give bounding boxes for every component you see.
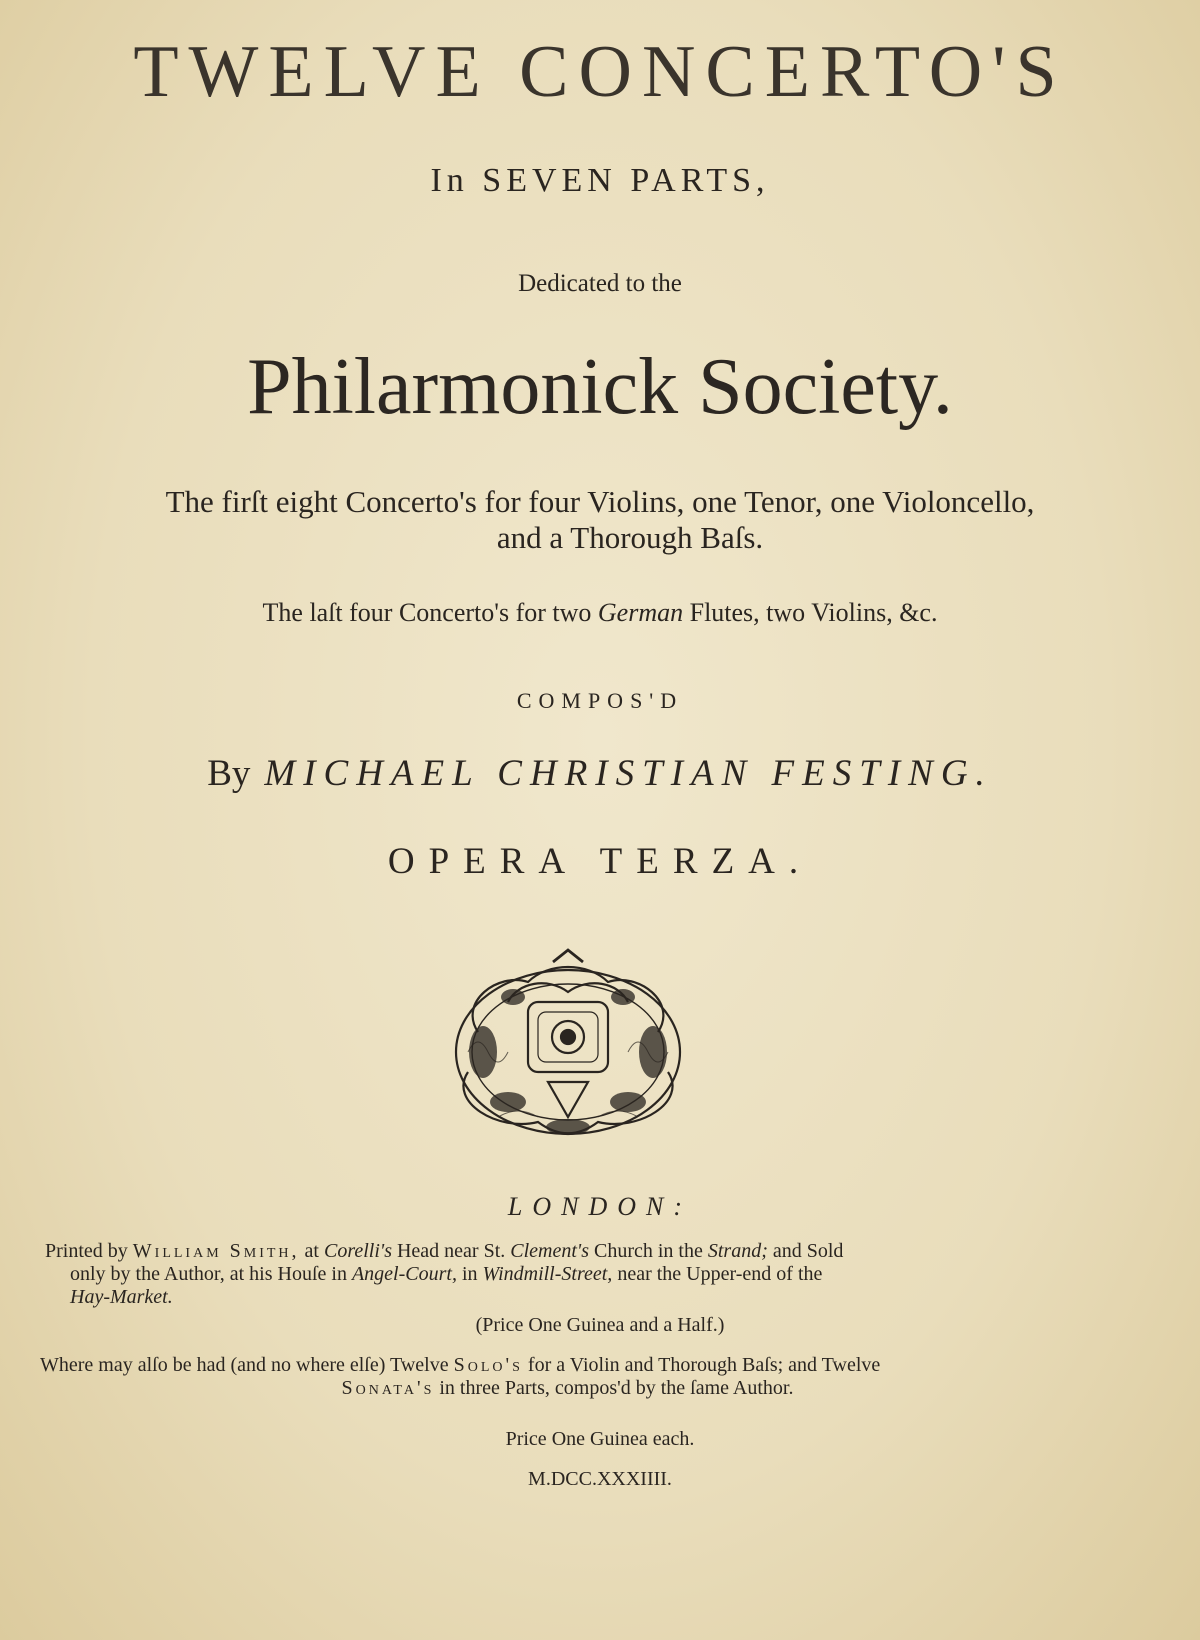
parts-subtitle: In SEVEN PARTS, — [430, 162, 770, 199]
also-solos: Solo's — [453, 1354, 523, 1376]
also-sonatas: Sonata's — [341, 1377, 435, 1399]
imprint-text: Head near St. — [396, 1240, 506, 1262]
price-each: Price One Guinea each. — [505, 1428, 695, 1450]
imprint-clement: Clement's — [510, 1240, 589, 1262]
last-four-text-b: Flutes, two Violins, &c. — [689, 598, 938, 627]
imprint-windmill-street: Windmill-Street, — [482, 1263, 613, 1285]
work-title: TWELVE CONCERTO'S — [133, 31, 1067, 113]
composd-label: COMPOS'D — [516, 688, 684, 713]
also-text: for a Violin and Thorough Baſs; and Twelve — [527, 1354, 881, 1376]
instrumentation-line-2: and a Thorough Baſs. — [496, 520, 764, 555]
imprint-text: near the Upper-end of the — [617, 1263, 823, 1285]
imprint-corelli: Corelli's — [323, 1240, 392, 1262]
imprint-text: in — [461, 1263, 478, 1285]
imprint-strand: Strand; — [707, 1240, 768, 1262]
composer-name: MICHAEL CHRISTIAN FESTING. — [264, 753, 993, 794]
imprint-text: Church in the — [594, 1240, 703, 1262]
engraved-floral-cartouche-icon — [438, 942, 698, 1142]
opus-number: OPERA TERZA. — [387, 841, 813, 882]
last-four-text-a: The laſt four Concerto's for two — [262, 598, 592, 627]
also-text: Where may alſo be had (and no where elſe) Twelve — [40, 1354, 449, 1376]
imprint-text: only by the Author, at his Houſe in — [70, 1263, 347, 1285]
also-available-paragraph — [40, 1354, 1155, 1400]
publication-year: M.DCC.XXXIIII. — [528, 1468, 672, 1490]
instrumentation-first-eight — [0, 484, 1200, 556]
imprint-haymarket: Hay-Market. — [70, 1286, 173, 1308]
imprint-text: and Sold — [772, 1240, 844, 1262]
imprint-text: at — [304, 1240, 319, 1262]
instrumentation-last-four — [0, 598, 1200, 628]
instrumentation-line-1: The firſt eight Concerto's for four Violins, one Tenor, one Violoncello, — [165, 484, 1035, 519]
by-label: By — [207, 753, 251, 794]
last-four-german: German — [597, 598, 684, 627]
imprint-paragraph — [45, 1240, 1155, 1309]
dedication-intro: Dedicated to the — [518, 270, 682, 297]
imprint-place: LONDON: — [507, 1192, 693, 1221]
imprint-text: Printed by — [45, 1240, 128, 1262]
printer-name: William Smith, — [132, 1240, 300, 1262]
dedicatee-name: Philarmonick Society. — [247, 343, 953, 431]
price-main: (Price One Guinea and a Half.) — [475, 1314, 725, 1336]
also-text: in three Parts, compos'd by the ſame Author. — [439, 1377, 794, 1399]
composer-line — [0, 752, 1200, 795]
imprint-angel-court: Angel-Court, — [351, 1263, 457, 1285]
